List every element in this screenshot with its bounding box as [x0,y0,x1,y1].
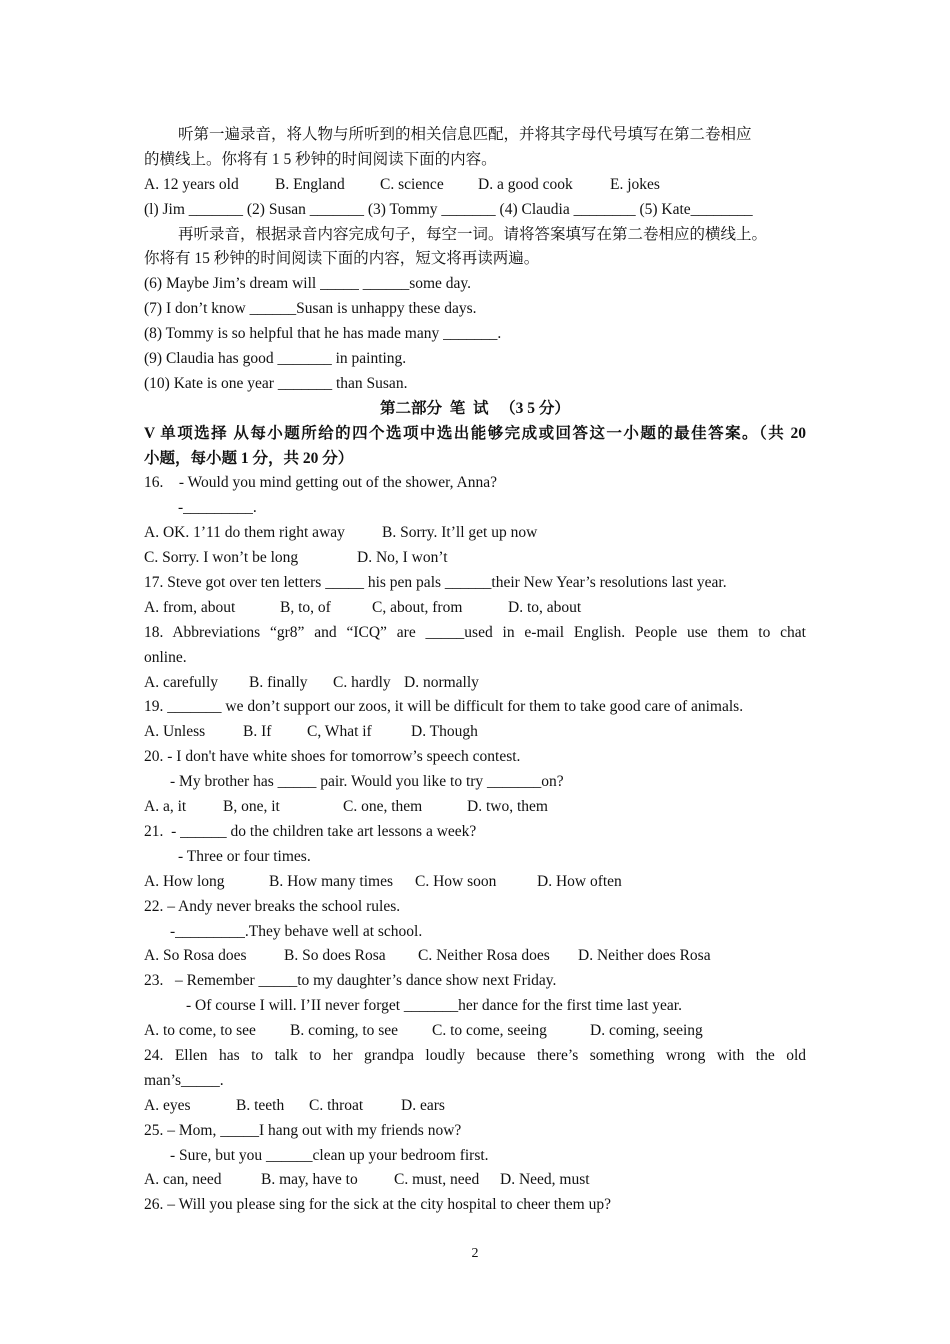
q19-option-c: C, What if [307,723,372,741]
question-20-options [144,795,806,820]
q22-option-d: D. Neither does Rosa [578,947,711,965]
question-24-stem: 24. Ellen has to talk to her grandpa loudly because there’s something wrong with the old [144,1046,806,1064]
sentence-10: (10) Kate is one year _______ than Susan. [144,374,408,392]
sentence-8: (8) Tommy is so helpful that he has made many _______. [144,325,502,343]
question-24-options [144,1094,806,1119]
question-16-options-2 [144,546,806,571]
q17-option-d: D. to, about [508,598,582,616]
question-18-stem: 18. Abbreviations “gr8” and “ICQ” are _____used in e-mail English. People use them to chat [144,623,806,641]
q18-option-d: D. normally [404,673,479,691]
q23-option-a: A. to come, to see [144,1022,256,1040]
question-23-options [144,1019,806,1044]
q24-option-b: B. teeth [236,1096,285,1114]
option-d: D. a good cook [478,175,573,193]
question-17-stem: 17. Steve got over ten letters _____ his pen pals ______their New Year’s resolutions last year. [144,574,727,592]
question-23-reply: - Of course I will. I’II never forget _______her dance for the first time last year. [186,997,682,1015]
q25-option-c: C. must, need [394,1171,480,1189]
q22-option-b: B. So does Rosa [284,947,386,965]
q17-option-b: B, to, of [280,598,331,616]
question-21-reply: - Three or four times. [178,847,311,865]
q16-option-d: D. No, I won’t [357,549,448,567]
question-25-options [144,1168,806,1193]
sentence-9: (9) Claudia has good _______ in painting. [144,350,407,368]
q16-option-c: C. Sorry. I won’t be long [144,549,299,567]
q21-option-d: D. How often [537,872,622,890]
listening-intro-3: 再听录音，根据录音内容完成句子，每空一词。请将答案填写在第二卷相应的横线上。 [178,225,768,243]
option-c: C. science [380,175,444,193]
q21-option-b: B. How many times [269,872,393,890]
q18-option-b: B. finally [249,673,308,691]
q22-option-c: C. Neither Rosa does [418,947,550,965]
listening-intro-4: 你将有 15 秒钟的时间阅读下面的内容，短文将再读两遍。 [144,250,540,268]
sentence-7: (7) I don’t know ______Susan is unhappy these days. [144,300,477,318]
question-20-reply: - My brother has _____ pair. Would you like to try _______on? [170,773,564,791]
question-18-stem-cont: online. [144,648,187,666]
question-21-options [144,870,806,895]
question-22-reply: -_________.They behave well at school. [170,922,423,940]
question-16-stem: 16. - Would you mind getting out of the shower, Anna? [144,474,498,492]
section-v-instruction-1: V 单项选择 从每小题所给的四个选项中选出能够完成或回答这一小题的最佳答案。（共 20 [144,424,806,442]
page-number: 2 [471,1246,479,1261]
q23-option-d: D. coming, seeing [590,1022,703,1040]
sentence-6: (6) Maybe Jim’s dream will _____ ______some day. [144,275,472,293]
question-20-stem: 20. - I don't have white shoes for tomorrow’s speech contest. [144,748,521,766]
listening-intro-1: 听第一遍录音，将人物与所听到的相关信息匹配，并将其字母代号填写在第二卷相应 [178,126,752,143]
q21-option-c: C. How soon [415,872,497,890]
q19-option-a: A. Unless [144,723,206,741]
question-16-reply: -_________. [178,499,257,517]
q25-option-b: B. may, have to [261,1171,358,1189]
question-22-stem: 22. – Andy never breaks the school rules. [144,897,401,915]
q20-option-c: C. one, them [343,798,423,816]
question-25-stem: 25. – Mom, _____I hang out with my friends now? [144,1121,462,1139]
option-a: A. 12 years old [144,175,239,193]
question-22-options [144,944,806,969]
question-26-stem: 26. – Will you please sing for the sick at the city hospital to cheer them up? [144,1196,611,1214]
question-24-stem-cont: man’s_____. [144,1071,224,1089]
question-16-options-1 [144,521,806,546]
q21-option-a: A. How long [144,872,225,890]
matching-line: (l) Jim _______ (2) Susan _______ (3) Tommy _______ (4) Claudia ________ (5) Kate________ [144,200,753,218]
q18-option-a: A. carefully [144,673,219,691]
q18-option-c: C. hardly [333,673,391,691]
question-19-stem: 19. _______ we don’t support our zoos, it will be difficult for them to take good care of animals. [144,698,744,716]
option-b: B. England [275,175,345,193]
listening-options [144,173,806,198]
question-21-stem: 21. - ______ do the children take art lessons a week? [144,822,477,840]
q20-option-d: D. two, them [467,798,548,816]
listening-intro-2: 的横线上。你将有 1 5 秒钟的时间阅读下面的内容。 [144,150,497,168]
q20-option-a: A. a, it [144,798,187,816]
q24-option-d: D. ears [401,1096,445,1114]
part-two-title: 第二部分 笔 试 （3 5 分） [380,399,570,417]
q17-option-a: A. from, about [144,598,236,616]
question-17-options [144,596,806,621]
question-25-reply: - Sure, but you ______clean up your bedroom first. [170,1146,489,1164]
q25-option-a: A. can, need [144,1171,222,1189]
q23-option-b: B. coming, to see [290,1022,399,1040]
q17-option-c: C, about, from [372,598,463,616]
question-23-stem: 23. – Remember _____to my daughter’s dance show next Friday. [144,972,557,990]
q25-option-d: D. Need, must [500,1171,590,1189]
q24-option-a: A. eyes [144,1096,191,1114]
q16-option-b: B. Sorry. It’ll get up now [382,524,538,542]
q19-option-b: B. If [243,723,272,741]
question-18-options [144,671,806,696]
question-19-options [144,720,806,745]
exam-page [144,123,806,1218]
section-v-instruction-2: 小题，每小题 1 分，共 20 分） [144,449,354,467]
q16-option-a: A. OK. 1’11 do them right away [144,524,345,542]
q19-option-d: D. Though [411,723,478,741]
q23-option-c: C. to come, seeing [432,1022,547,1040]
q22-option-a: A. So Rosa does [144,947,247,965]
q20-option-b: B, one, it [223,798,280,816]
q24-option-c: C. throat [309,1096,364,1114]
option-e: E. jokes [610,175,660,193]
